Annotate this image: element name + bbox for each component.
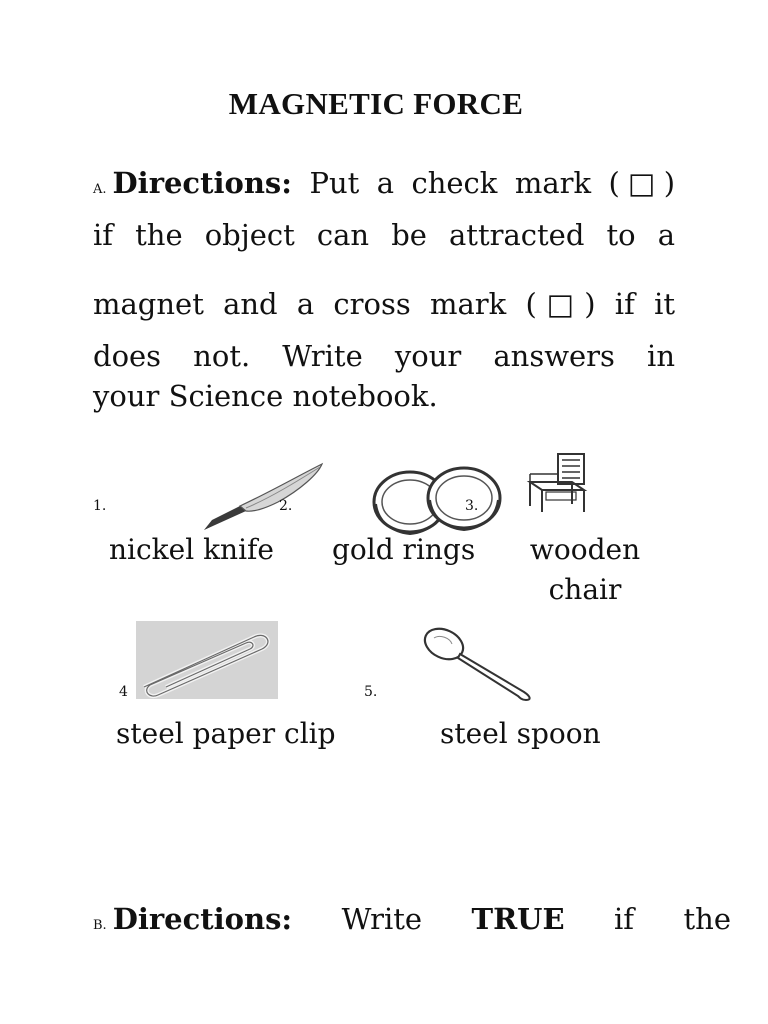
item-5-label: steel spoon	[440, 717, 601, 750]
section-a-line-4: does not. Write your answers in	[93, 339, 675, 373]
item-3-label-line-2: chair	[548, 573, 622, 606]
item-4-number: 4	[119, 684, 128, 700]
section-b-word-4: the	[683, 902, 731, 936]
section-a-line-2: if the object can be attracted to a	[93, 218, 675, 252]
item-3-number: 3.	[465, 498, 479, 514]
section-b-line-1	[93, 902, 731, 943]
rings-icon	[370, 460, 502, 540]
section-a-line-3: magnet and a cross mark (□) if it	[93, 287, 675, 321]
section-b-word-1: Write	[341, 902, 423, 936]
section-a-text-1: Put a check mark (□)	[309, 166, 676, 200]
item-2-label: gold rings	[332, 533, 476, 566]
section-b-word-true: TRUE	[471, 902, 565, 936]
section-a-line-1	[93, 166, 675, 207]
item-1-label: nickel knife	[109, 533, 274, 566]
section-b-word-3: if	[614, 902, 635, 936]
section-b-directions-label: Directions:	[112, 902, 293, 936]
chair-icon	[526, 452, 590, 514]
spoon-icon	[420, 626, 534, 702]
page-title: MAGNETIC FORCE	[228, 86, 524, 121]
item-5-number: 5.	[364, 684, 378, 700]
item-3-label-line-1: wooden	[529, 533, 641, 566]
item-2-number: 2.	[279, 498, 293, 514]
section-b-letter: B.	[93, 918, 107, 933]
item-1-number: 1.	[93, 498, 107, 514]
item-4-label: steel paper clip	[116, 717, 336, 750]
section-a-directions-label: Directions:	[112, 166, 292, 200]
section-a-line-5: your Science notebook.	[93, 379, 438, 413]
paper-clip-icon	[136, 621, 278, 699]
knife-icon	[200, 462, 326, 534]
section-a-letter: A.	[93, 182, 107, 197]
